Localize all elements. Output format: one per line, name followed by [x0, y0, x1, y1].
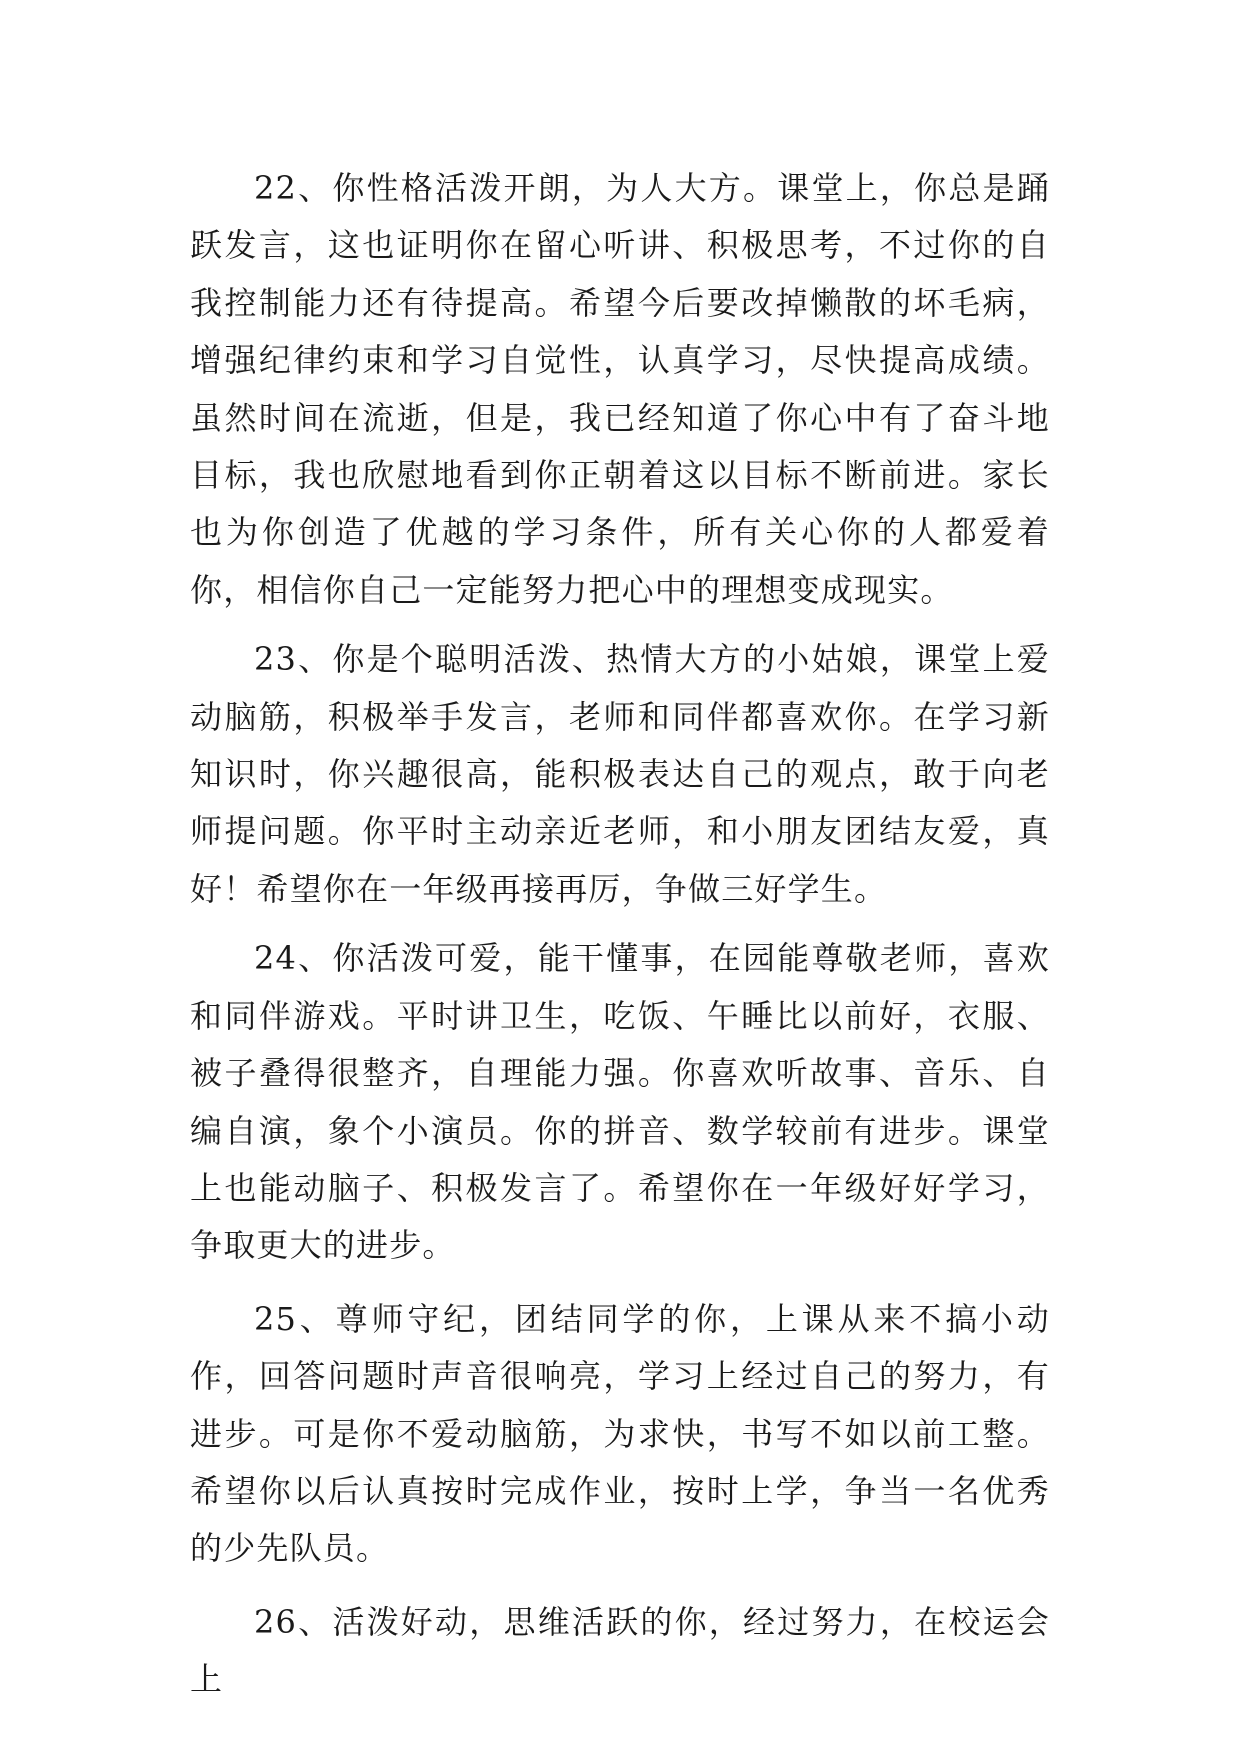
comment-paragraph-22: 22、你性格活泼开朗，为人大方。课堂上，你总是踊跃发言，这也证明你在留心听讲、积极思考，不过你的自我控制能力还有待提高。希望今后要改掉懒散的坏毛病，增强纪律约束和学习自觉性，认真学习，尽快提高成绩。虽然时间在流逝，但是，我已经知道了你心中有了奋斗地目标，我也欣慰地看到你正朝着这以目标不断前进。家长也为你创造了优越的学习条件，所有关心你的人都爱着你，相信你自己一定能努力把心中的理想变成现实。 [190, 169, 1050, 609]
comment-paragraph-23: 23、你是个聪明活泼、热情大方的小姑娘，课堂上爱动脑筋，积极举手发言，老师和同伴都喜欢你。在学习新知识时，你兴趣很高，能积极表达自己的观点，敢于向老师提问题。你平时主动亲近老师，和小朋友团结友爱，真好！希望你在一年级再接再厉，争做三好学生。 [190, 640, 1050, 908]
comment-paragraph-25: 25、尊师守纪，团结同学的你，上课从来不搞小动作，回答问题时声音很响亮，学习上经过自己的努力，有进步。可是你不爱动脑筋，为求快，书写不如以前工整。希望你以后认真按时完成作业，按时上学，争当一名优秀的少先队员。 [190, 1299, 1050, 1568]
comment-paragraph-26: 26、活泼好动，思维活跃的你，经过努力，在校运会上 [190, 1602, 1050, 1699]
document-body [190, 160, 1050, 1709]
comment-paragraph-24: 24、你活泼可爱，能干懂事，在园能尊敬老师，喜欢和同伴游戏。平时讲卫生，吃饭、午睡比以前好，衣服、被子叠得很整齐，自理能力强。你喜欢听故事、音乐、自编自演，象个小演员。你的拼音、数学较前有进步。课堂上也能动脑子、积极发言了。希望你在一年级好好学习，争取更大的进步。 [190, 939, 1050, 1265]
